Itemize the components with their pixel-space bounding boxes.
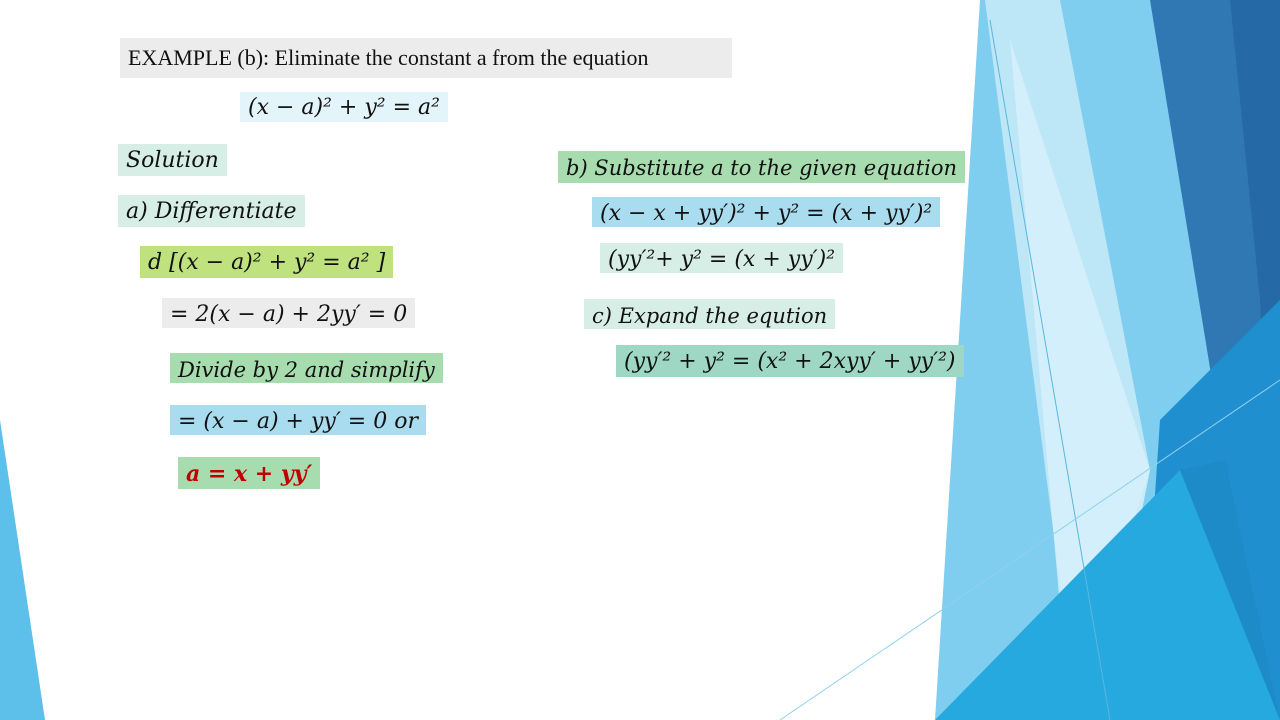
step-a-heading: a) Differentiate bbox=[118, 195, 305, 227]
step-a-derivative: = 2(x − a) + 2yy′ = 0 bbox=[162, 298, 415, 328]
step-c-heading: c) Expand the eqution bbox=[584, 299, 835, 329]
step-a-differential: d [(x − a)² + y² = a² ] bbox=[140, 246, 393, 278]
step-a-note: Divide by 2 and simplify bbox=[170, 353, 443, 383]
slide-title: EXAMPLE (b): Eliminate the constant a from the equation bbox=[120, 38, 732, 78]
solution-label: Solution bbox=[118, 144, 227, 176]
step-b-substitution: (x − x + yy′)² + y² = (x + yy′)² bbox=[592, 197, 940, 227]
step-b-simplified: (yy′²+ y² = (x + yy′)² bbox=[600, 243, 843, 273]
step-c-expansion: (yy′² + y² = (x² + 2xyy′ + yy′²) bbox=[616, 345, 964, 377]
step-a-result: a = x + yy′ bbox=[178, 457, 320, 489]
step-b-heading: b) Substitute a to the given equation bbox=[558, 151, 965, 183]
given-equation: (x − a)² + y² = a² bbox=[240, 92, 448, 122]
step-a-simplified: = (x − a) + yy′ = 0 or bbox=[170, 405, 426, 435]
